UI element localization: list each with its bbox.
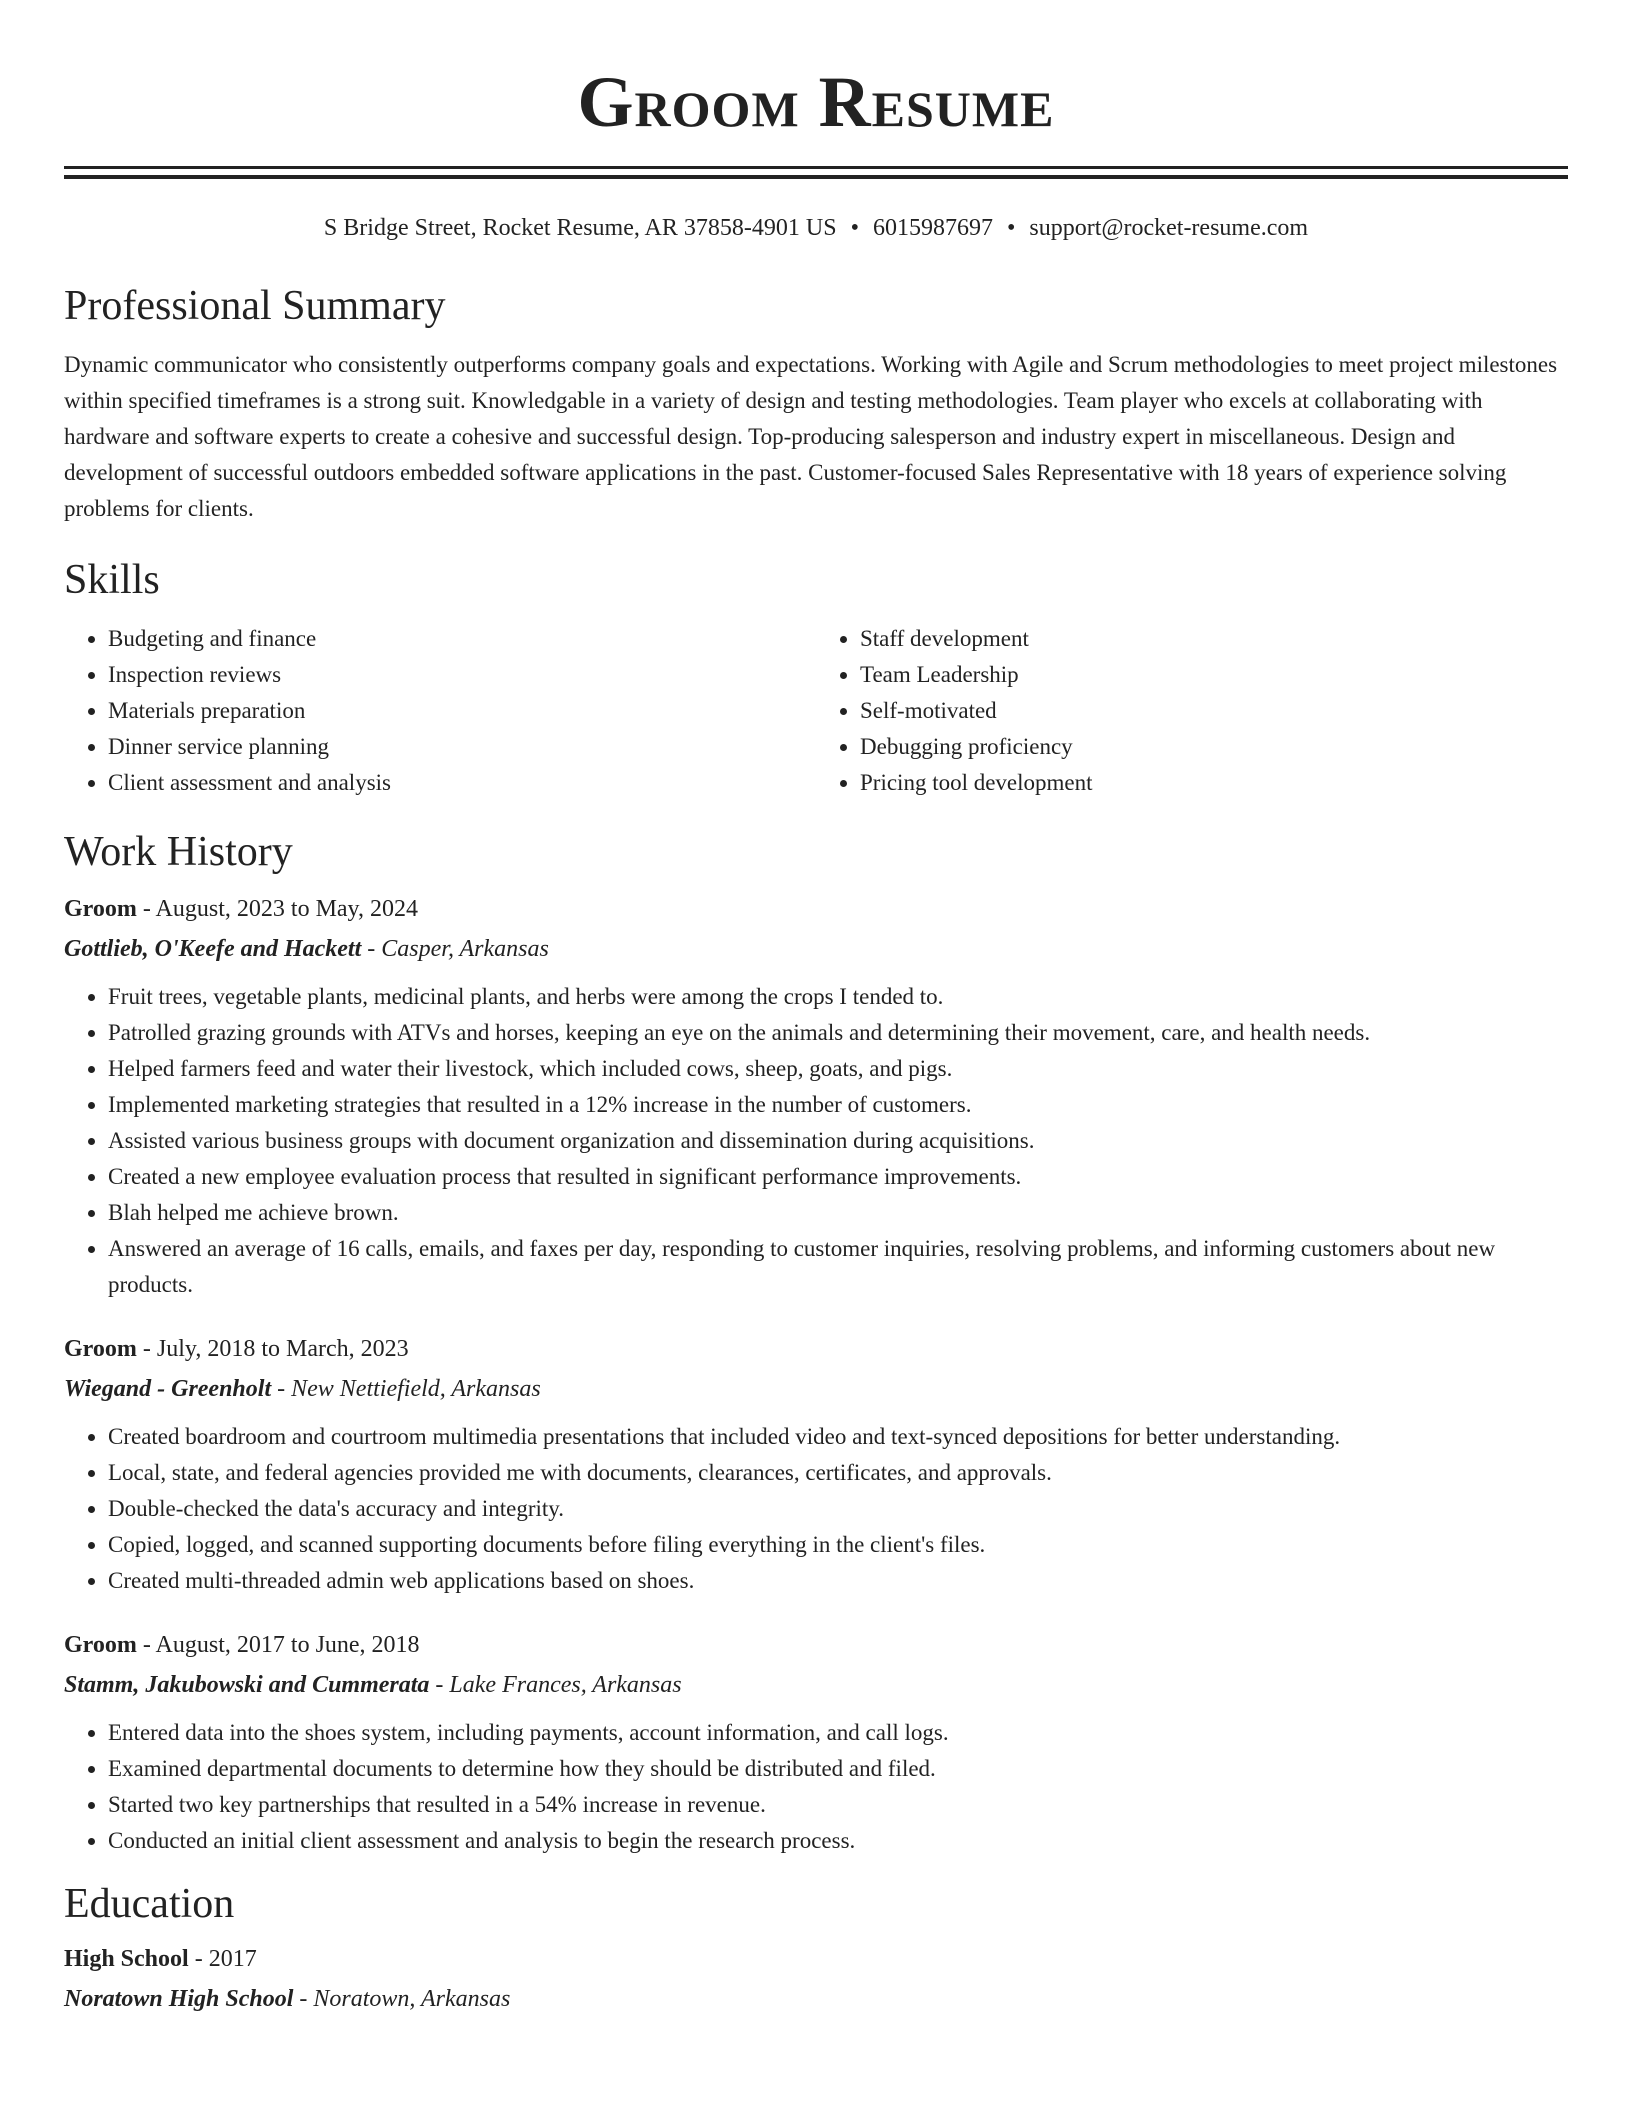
job-bullet: • Created a new employee evaluation process that resulted in significant performance improvements. [108, 1159, 1568, 1195]
education-degree: High School [64, 1946, 189, 1972]
skill-item: • Pricing tool development [860, 765, 1568, 801]
job-bullet: • Patrolled grazing grounds with ATVs and horses, keeping an eye on the animals and determining their movement, care, and health needs. [108, 1015, 1568, 1051]
education-school-line [64, 1979, 1568, 2019]
job-dates: - August, 2023 to May, 2024 [136, 896, 418, 922]
work-section [64, 827, 1568, 1859]
skill-item: • Team Leadership [860, 657, 1568, 693]
contact-separator: • [850, 215, 859, 241]
job-bullet: • Helped farmers feed and water their livestock, which included cows, sheep, goats, and pigs. [108, 1051, 1568, 1087]
job-bullet: • Copied, logged, and scanned supporting documents before filing everything in the client's files. [108, 1527, 1568, 1563]
job-bullet: • Started two key partnerships that resulted in a 54% increase in revenue. [108, 1787, 1568, 1823]
job-bullet: • Implemented marketing strategies that resulted in a 12% increase in the number of customers. [108, 1087, 1568, 1123]
job-bullets [64, 979, 1568, 1303]
contact-line [64, 213, 1568, 243]
job-bullet: • Double-checked the data's accuracy and integrity. [108, 1491, 1568, 1527]
resume-title: Groom Resume [577, 62, 1055, 142]
job-company: Stamm, Jakubowski and Cummerata [64, 1672, 430, 1698]
skill-item: • Staff development [860, 621, 1568, 657]
job-title-line [64, 1625, 1568, 1665]
skills-section [64, 555, 1568, 801]
skills-heading: Skills [64, 557, 160, 603]
education-heading: Education [64, 1881, 235, 1927]
skill-item: • Self-motivated [860, 693, 1568, 729]
job-bullet: • Conducted an initial client assessment and analysis to begin the research process. [108, 1823, 1568, 1859]
job-entry [64, 1625, 1568, 1859]
job-bullet: • Assisted various business groups with document organization and dissemination during acquisitions. [108, 1123, 1568, 1159]
education-school: Noratown High School [64, 1986, 294, 2012]
job-bullet: • Local, state, and federal agencies provided me with documents, clearances, certificates, and approvals. [108, 1455, 1568, 1491]
header-rule-bottom [64, 175, 1568, 179]
skill-item: • Inspection reviews [108, 657, 816, 693]
education-degree-line [64, 1939, 1568, 1979]
job-company-line [64, 1369, 1568, 1409]
job-dates: - August, 2017 to June, 2018 [136, 1632, 420, 1658]
header-rule-top [64, 166, 1568, 169]
job-entry [64, 1329, 1568, 1599]
job-bullet: • Entered data into the shoes system, including payments, account information, and call logs. [108, 1715, 1568, 1751]
contact-address: S Bridge Street, Rocket Resume, AR 37858-4901 US [323, 215, 837, 241]
job-company: Wiegand - Greenholt [64, 1376, 272, 1402]
job-entry [64, 889, 1568, 1303]
job-location: - Lake Frances, Arkansas [429, 1672, 682, 1698]
job-bullet: • Created multi-threaded admin web applications based on shoes. [108, 1563, 1568, 1599]
job-bullet: • Blah helped me achieve brown. [108, 1195, 1568, 1231]
job-bullets [64, 1715, 1568, 1859]
skill-item: • Budgeting and finance [108, 621, 816, 657]
education-section [64, 1879, 1568, 2019]
job-company-line [64, 929, 1568, 969]
job-dates: - July, 2018 to March, 2023 [136, 1336, 409, 1362]
summary-text: Dynamic communicator who consistently outperforms company goals and expectations. Working with Agile and Scrum methodologies to meet project milestones within specified timeframes is a strong suit. Knowledgable in a variety of design and testing methodologies. Team player who excels at collaborating with hardware and software experts to create a cohesive and successful design. Top-producing salesperson and industry expert in miscellaneous. Design and development of successful outdoors embedded software applications in the past. Customer-focused Sales Representative with 18 years of experience solving problems for clients. [64, 352, 1558, 521]
skill-item: • Dinner service planning [108, 729, 816, 765]
skills-columns [64, 621, 1568, 801]
job-title: Groom [64, 896, 137, 922]
skills-list-right [816, 621, 1568, 801]
job-location: - Casper, Arkansas [361, 936, 549, 962]
job-bullets [64, 1419, 1568, 1599]
skill-item: • Client assessment and analysis [108, 765, 816, 801]
skills-list-left [64, 621, 816, 801]
education-year: - 2017 [188, 1946, 257, 1972]
contact-separator: • [1006, 215, 1016, 241]
job-bullet: • Fruit trees, vegetable plants, medicinal plants, and herbs were among the crops I tended to. [108, 979, 1568, 1015]
skill-item: • Materials preparation [108, 693, 816, 729]
job-location: - New Nettiefield, Arkansas [271, 1376, 541, 1402]
skill-item: • Debugging proficiency [860, 729, 1568, 765]
work-heading: Work History [64, 829, 293, 875]
job-title: Groom [64, 1336, 137, 1362]
job-company-line [64, 1665, 1568, 1705]
job-title-line [64, 889, 1568, 929]
education-location: - Noratown, Arkansas [293, 1986, 511, 2012]
job-title-line [64, 1329, 1568, 1369]
contact-phone: 6015987697 [872, 215, 993, 241]
job-title: Groom [64, 1632, 137, 1658]
job-bullet: • Created boardroom and courtroom multimedia presentations that included video and text-synced depositions for better understanding. [108, 1419, 1568, 1455]
job-bullet: • Examined departmental documents to determine how they should be distributed and filed. [108, 1751, 1568, 1787]
job-bullet: • Answered an average of 16 calls, emails, and faxes per day, responding to customer inquiries, resolving problems, and informing customers about new products. [108, 1231, 1568, 1303]
contact-email: support@rocket-resume.com [1029, 215, 1309, 241]
summary-section [64, 281, 1568, 527]
resume-page [64, 0, 1568, 2019]
summary-heading: Professional Summary [64, 283, 446, 329]
job-company: Gottlieb, O'Keefe and Hackett [64, 936, 362, 962]
